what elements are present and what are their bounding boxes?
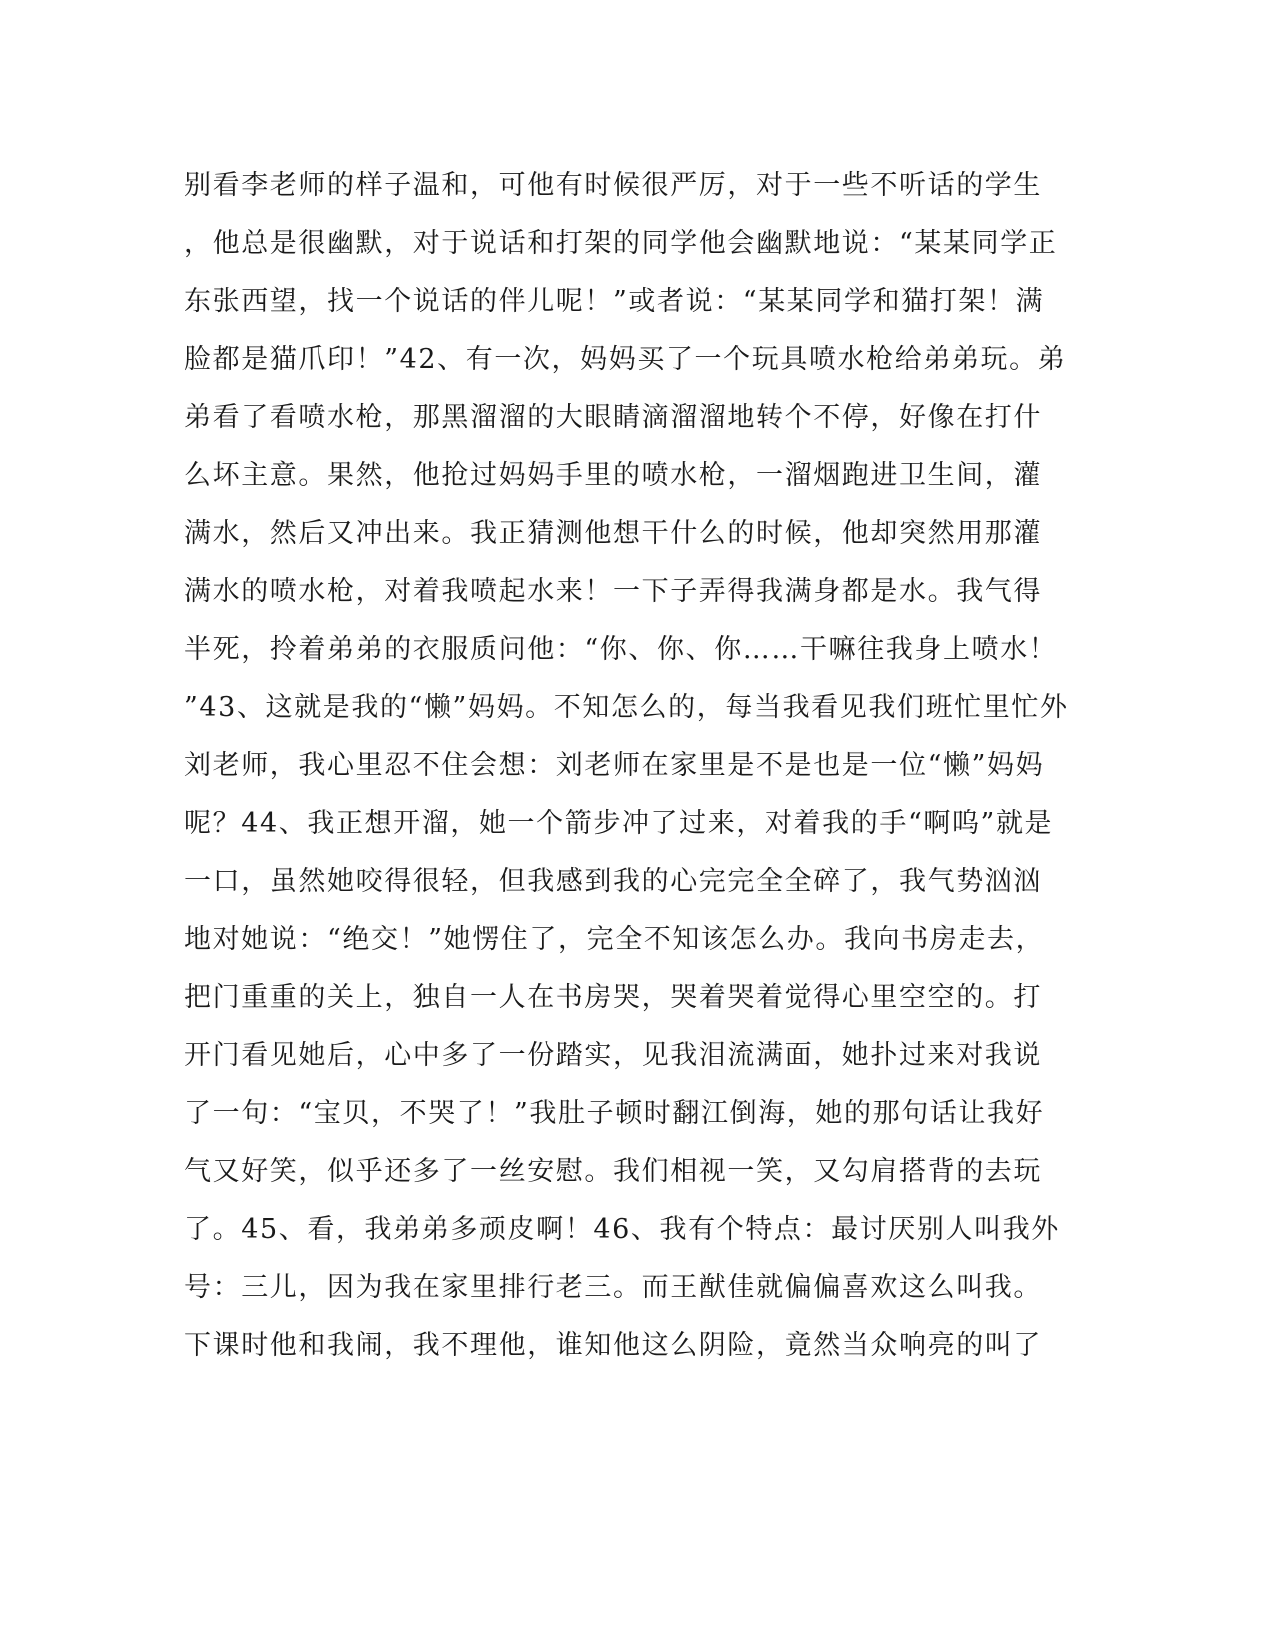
text-line: 一口，虽然她咬得很轻，但我感到我的心完完全全碎了，我气势汹汹 [184, 866, 1042, 897]
text-line: 号：三儿，因为我在家里排行老三。而王猷佳就偏偏喜欢这么叫我。 [184, 1272, 1042, 1303]
text-line: 满水的喷水枪，对着我喷起水来！一下子弄得我满身都是水。我气得 [184, 576, 1042, 607]
text-line: 呢？44、我正想开溜，她一个箭步冲了过来，对着我的手“啊呜”就是 [184, 808, 1054, 839]
text-line: 半死，拎着弟弟的衣服质问他：“你、你、你……干嘛往我身上喷水！ [184, 634, 1058, 665]
text-line: ，他总是很幽默，对于说话和打架的同学他会幽默地说：“某某同学正 [184, 228, 1058, 259]
text-line: 别看李老师的样子温和，可他有时候很严厉，对于一些不听话的学生 [184, 170, 1042, 201]
text-line: 满水，然后又冲出来。我正猜测他想干什么的时候，他却突然用那灌 [184, 518, 1042, 549]
text-line: 把门重重的关上，独自一人在书房哭，哭着哭着觉得心里空空的。打 [184, 982, 1042, 1013]
text-line: 了。45、看，我弟弟多顽皮啊！46、我有个特点：最讨厌别人叫我外 [184, 1214, 1060, 1245]
text-line: 么坏主意。果然，他抢过妈妈手里的喷水枪，一溜烟跑进卫生间，灌 [184, 460, 1042, 491]
text-line: 开门看见她后，心中多了一份踏实，见我泪流满面，她扑过来对我说 [184, 1040, 1042, 1071]
text-line: 下课时他和我闹，我不理他，谁知他这么阴险，竟然当众响亮的叫了 [184, 1330, 1042, 1361]
text-line: ”43、这就是我的“懒”妈妈。不知怎么的，每当我看见我们班忙里忙外 [184, 692, 1069, 723]
text-line: 东张西望，找一个说话的伴儿呢！”或者说：“某某同学和猫打架！满 [184, 286, 1045, 317]
text-line: 弟看了看喷水枪，那黑溜溜的大眼睛滴溜溜地转个不停，好像在打什 [184, 402, 1042, 433]
text-line: 刘老师，我心里忍不住会想：刘老师在家里是不是也是一位“懒”妈妈 [184, 750, 1045, 781]
text-line: 气又好笑，似乎还多了一丝安慰。我们相视一笑，又勾肩搭背的去玩 [184, 1156, 1042, 1187]
text-line: 脸都是猫爪印！”42、有一次，妈妈买了一个玩具喷水枪给弟弟玩。弟 [184, 344, 1067, 375]
text-line: 地对她说：“绝交！”她愣住了，完全不知该怎么办。我向书房走去， [184, 924, 1045, 955]
body-text [184, 157, 1069, 1375]
text-line: 了一句：“宝贝，不哭了！”我肚子顿时翻江倒海，她的那句话让我好 [184, 1098, 1045, 1129]
